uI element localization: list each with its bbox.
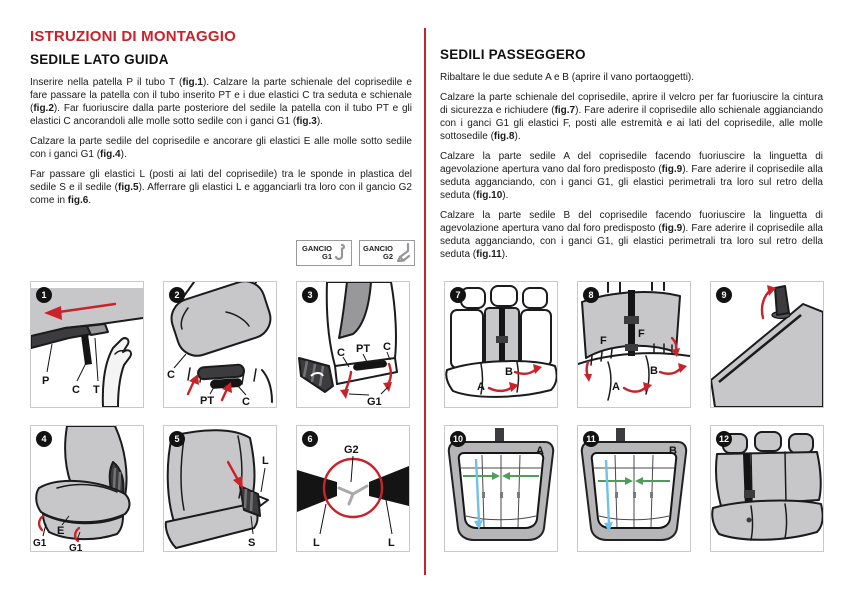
- fig8-label-f2: F: [638, 328, 645, 340]
- figure-number-badge: 11: [583, 431, 599, 447]
- right-paragraph-4: Calzare la parte sedile B del coprisedile facendo fuoriuscire la linguetta di agevolazione apertura vano dal foro predisposto (fig.9). Fare aderire il coprisedile alla seduta agganciando, con i ganci G1, gli elastici perimetrali tra loro sul retro della seduta (fig.11).: [440, 210, 823, 260]
- right-paragraph-3: Calzare la parte sedile A del coprisedile facendo fuoriuscire la linguetta di agevolazione apertura vano dal foro predisposto (fig.9). Fare aderire il coprisedile alla seduta agganciando, con i ganci G1, gli elastici perimetrali tra loro sul retro della seduta (fig.10).: [440, 151, 823, 201]
- fig8-label-a: A: [612, 381, 620, 393]
- figure-panel-12: [710, 425, 824, 552]
- figure-panel-6: [296, 425, 410, 552]
- fig10-label-a: A: [536, 445, 544, 457]
- figure-number-badge: 2: [169, 287, 185, 303]
- figure-panel-8: [577, 281, 691, 408]
- figure-panel-7: [444, 281, 558, 408]
- figure-number-badge: 10: [450, 431, 466, 447]
- figure-number-badge: 4: [36, 431, 52, 447]
- fig4-label-g1a: G1: [33, 538, 47, 549]
- fig8-label-b: B: [650, 365, 658, 377]
- right-paragraph-1: Ribaltare le due sedute A e B (aprire il vano portaoggetti).: [440, 72, 695, 83]
- hook-g2-label: GANCIO: [363, 243, 393, 253]
- figure-number-badge: 3: [302, 287, 318, 303]
- right-paragraph-2: Calzare la parte schienale del coprisedile, aprire il velcro per far fuoriuscire la cintura di sicurezza e richiudere (fig.7). Fare aderire il coprisedile allo schienale aggianciando con i ganci G1 gli elastici F, posti alle estremità e ai lati del coprisedile, alle molle sottosedile (fig.8).: [440, 92, 824, 142]
- fig2-label-pt: PT: [200, 395, 215, 407]
- figure-panel-1: [30, 281, 144, 408]
- right-column: [440, 47, 823, 268]
- figure-panel-11: [577, 425, 691, 552]
- fig1-label-p: P: [42, 375, 50, 387]
- g2-hook-icon: [395, 242, 411, 264]
- figure-number-badge: 9: [716, 287, 732, 303]
- fig2-label-c1: C: [167, 369, 175, 381]
- fig6-label-l1: L: [313, 537, 320, 549]
- hook-g2-box: [359, 240, 415, 266]
- figure-number-badge: 7: [450, 287, 466, 303]
- fig2-label-c2: C: [242, 396, 250, 407]
- fig3-label-c1: C: [337, 347, 345, 359]
- left-column: [30, 28, 412, 214]
- fig7-label-b: B: [505, 366, 513, 378]
- figure-panel-10: [444, 425, 558, 552]
- figure-panel-5: [163, 425, 277, 552]
- right-section-heading: SEDILI PASSEGGERO: [440, 47, 586, 62]
- figure-panel-4: [30, 425, 144, 552]
- left-paragraph-1: Inserire nella patella P il tubo T (fig.1). Calzare la parte schienale del coprisedile e fare passare la patella con il tubo inserito PT e i due elastici C tra seduta e schienale (fig.2). Far fuoriuscire dalla parte posteriore del sedile la patella con il tubo PT e gli elastici C ancorandoli alle molle sotto sedile con i ganci G1 (fig.3).: [30, 77, 412, 127]
- figure-number-badge: 12: [716, 431, 732, 447]
- figure-number-badge: 6: [302, 431, 318, 447]
- fig11-label-b: B: [669, 445, 677, 457]
- figure-number-badge: 8: [583, 287, 599, 303]
- fig3-label-c2: C: [383, 341, 391, 353]
- g1-hook-icon: [334, 242, 348, 264]
- fig6-label-l2: L: [388, 537, 395, 549]
- figure-panel-3: [296, 281, 410, 408]
- figure-panel-2: [163, 281, 277, 408]
- left-paragraph-3: Far passare gli elastici L (posti ai lati del coprisedile) tra le sponde in plastica del sedile S e il sedile (fig.5). Afferrare gli elastici L e agganciarli tra loro con il gancio G2 come in fig.6.: [30, 169, 412, 206]
- column-divider: [424, 28, 426, 575]
- fig3-label-pt: PT: [356, 343, 371, 355]
- figure-number-badge: 1: [36, 287, 52, 303]
- fig5-label-l: L: [262, 455, 269, 467]
- fig5-label-s: S: [248, 537, 256, 549]
- hook-g1-box: [296, 240, 352, 266]
- fig6-label-g2: G2: [344, 444, 359, 456]
- fig3-label-g1: G1: [367, 396, 382, 407]
- hook-g2-code: G2: [382, 252, 393, 261]
- hook-g1-label: GANCIO: [302, 243, 332, 253]
- fig8-label-f1: F: [600, 335, 607, 347]
- page-title: ISTRUZIONI DI MONTAGGIO: [30, 28, 236, 45]
- hook-g1-code: G1: [321, 252, 332, 261]
- left-paragraph-2: Calzare la parte sedile del coprisedile e ancorare gli elastici E alle molle sotto sedile con i ganci G1 (fig.4).: [30, 136, 412, 160]
- fig7-label-a: A: [477, 381, 485, 393]
- fig4-label-e: E: [57, 525, 65, 537]
- figure-number-badge: 5: [169, 431, 185, 447]
- fig1-label-t: T: [93, 384, 100, 396]
- fig4-label-g1b: G1: [69, 543, 83, 551]
- hook-legend: [296, 240, 415, 266]
- figure-panel-9: [710, 281, 824, 408]
- fig1-label-c: C: [72, 384, 80, 396]
- left-section-heading: SEDILE LATO GUIDA: [30, 52, 169, 67]
